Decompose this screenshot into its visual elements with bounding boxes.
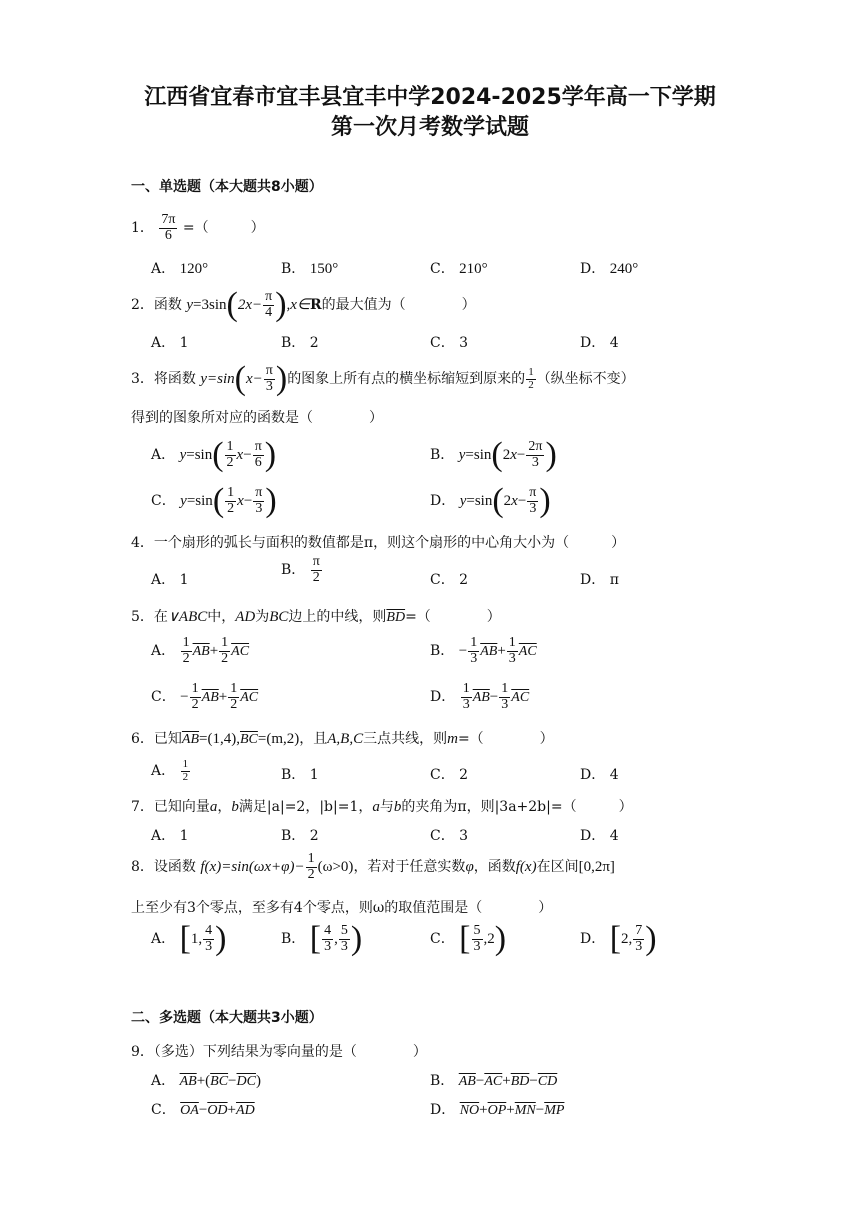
q3-option-a[interactable]: A． y=sin( $\frac{1}{2}$ x− $\frac{\pi}{6}$ ) <box>151 436 277 473</box>
q9-option-a[interactable]: A． $\overline{AB}+(\overline{BC}-\overline{DC})$ <box>151 1073 261 1089</box>
question-4: 4．一个扇形的弧长与面积的数值都是π，则这个扇形的中心角大小为（ ） <box>131 535 626 551</box>
q1-option-c[interactable]: C． 210° <box>430 261 488 277</box>
q4-option-a[interactable]: A． 1 <box>151 572 189 588</box>
q8-option-a[interactable]: A． [1, $\frac{4}{3}$ ) <box>151 920 227 957</box>
q6-option-a[interactable]: A． $\frac{1}{2}$ <box>151 758 189 783</box>
q2-option-c[interactable]: C． 3 <box>430 335 469 351</box>
fraction-7pi-over-6: $\frac{7\pi}{6}$ <box>161 212 176 243</box>
section-heading-multiple-choice: 二、多选题（本大题共3小题） <box>131 1010 323 1026</box>
q2-option-b[interactable]: B． 2 <box>281 335 319 351</box>
q5-option-c[interactable]: C． − $\frac{1}{2}$ $\overline{AB}+$ $\frac{1}{2}$ $\overline{AC}$ <box>151 681 259 712</box>
q9-option-c[interactable]: C． $\overline{OA}-\overline{OD}+\overline{AD}$ <box>151 1102 255 1118</box>
q7-option-c[interactable]: C． 3 <box>430 828 469 844</box>
q3-option-d[interactable]: D． y=sin(2x− $\frac{\pi}{3}$ ) <box>430 482 551 519</box>
q7-option-b[interactable]: B． 2 <box>281 828 319 844</box>
q4-option-c[interactable]: C． 2 <box>430 572 469 588</box>
q6-option-b[interactable]: B． 1 <box>281 767 319 783</box>
question-7: 7．已知向量a，b满足|a|=2，|b|=1，a与b的夹角为π，则|3a+2b|=（ ） <box>131 799 633 815</box>
question-8: 8．设函数 f(x)=sin(ωx+φ)− $\frac{1}{2}$ (ω>0)，若对于任意实数φ，函数f(x)在区间[0,2π] <box>131 851 615 882</box>
q2-option-a[interactable]: A． 1 <box>151 335 189 351</box>
question-number: 1． <box>131 220 154 237</box>
q7-option-d[interactable]: D． 4 <box>580 828 619 844</box>
q8-option-b[interactable]: B． [ $\frac{4}{3}$ , $\frac{5}{3}$ ) <box>281 920 363 957</box>
fraction-one-half: $\frac{1}{2}$ <box>528 365 534 391</box>
question-8-line-2: 上至少有3个零点，至多有4个零点，则ω的取值范围是（ ） <box>131 900 553 916</box>
question-5: 5．在∨ABC中，AD为BC边上的中线，则$\overline{BD}=$（ ） <box>131 609 501 625</box>
q5-option-a[interactable]: A． $\frac{1}{2}$ $\overline{AB}+$ $\frac{1}{2}$ $\overline{AC}$ <box>151 635 250 666</box>
q9-option-b[interactable]: B． $\overline{AB}-\overline{AC}+\overline{BD}-\overline{CD}$ <box>430 1073 558 1089</box>
question-3-line-2: 得到的图象所对应的函数是（ ） <box>131 410 383 426</box>
q5-option-d[interactable]: D． $\frac{1}{3}$ $\overline{AB}-$ $\frac{1}{3}$ $\overline{AC}$ <box>430 681 530 712</box>
q8-option-c[interactable]: C． [ $\frac{5}{3}$ ,2) <box>430 920 507 957</box>
q6-option-d[interactable]: D． 4 <box>580 767 619 783</box>
question-3: 3．将函数 y=sin(x− $\frac{\pi}{3}$ )的图象上所有点的横坐标缩短到原来的 $\frac{1}{2}$ （纵坐标不变） <box>131 360 635 397</box>
question-9: 9．（多选）下列结果为零向量的是（ ） <box>131 1044 427 1060</box>
q8-option-d[interactable]: D． [2, $\frac{7}{3}$ ) <box>580 920 657 957</box>
question-6: 6．已知$\overline{AB}=(1,4),\overline{BC}=(m,2)$，且A,B,C三点共线，则m=（ ） <box>131 731 554 747</box>
q5-option-b[interactable]: B． − $\frac{1}{3}$ $\overline{AB}+$ $\frac{1}{3}$ $\overline{AC}$ <box>430 635 537 666</box>
q1-option-b[interactable]: B． 150° <box>281 261 339 277</box>
title-line-1: 江西省宜春市宜丰县宜丰中学2024-2025学年高一下学期 <box>144 85 716 110</box>
section-heading-single-choice: 一、单选题（本大题共8小题） <box>131 179 323 195</box>
question-1: 1． $\frac{7\pi}{6}$ =（ ） <box>131 212 265 243</box>
q3-option-b[interactable]: B． y=sin(2x− $\frac{2\pi}{3}$ ) <box>430 436 557 473</box>
q2-option-d[interactable]: D． 4 <box>580 335 619 351</box>
fraction-pi-over-4: $\frac{\pi}{4}$ <box>265 288 273 320</box>
question-2: 2．函数 y=3sin(2x− $\frac{\pi}{4}$ ),x∈R的最大值为（ ） <box>131 286 476 323</box>
q4-option-b[interactable]: B． $\frac{\pi}{2}$ <box>281 554 320 585</box>
q9-option-d[interactable]: D． $\overline{NO}+\overline{OP}+\overline{MN}-\overline{MP}$ <box>430 1102 565 1118</box>
title-line-2: 第一次月考数学试题 <box>330 115 529 140</box>
q3-option-c[interactable]: C． y=sin( $\frac{1}{2}$ x− $\frac{\pi}{3}$ ) <box>151 482 277 519</box>
q1-option-d[interactable]: D． 240° <box>580 261 639 277</box>
q6-option-c[interactable]: C． 2 <box>430 767 469 783</box>
q4-option-d[interactable]: D． π <box>580 572 619 588</box>
q1-option-a[interactable]: A． 120° <box>151 261 209 277</box>
q7-option-a[interactable]: A． 1 <box>151 828 189 844</box>
